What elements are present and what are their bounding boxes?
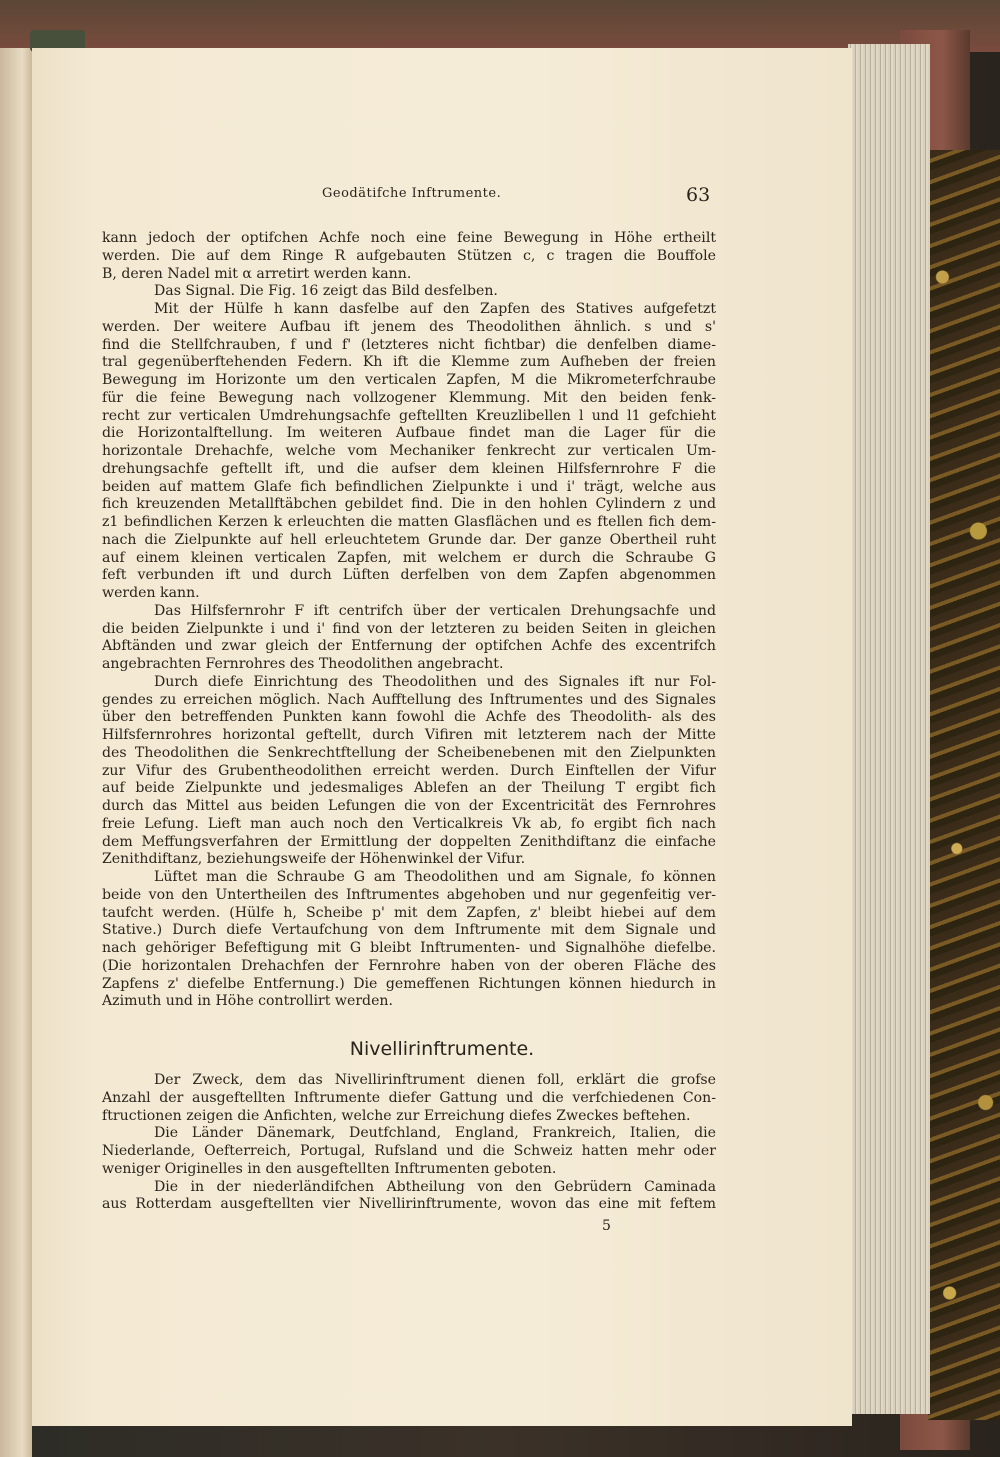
text-line: taufcht werden. (Hülfe h, Scheibe p' mit dem Zapfen, z' bleibt hiebei auf dem: [102, 904, 716, 921]
text-line: Durch diefe Einrichtung des Theodolithen und des Signales ift nur Fol-: [154, 673, 716, 690]
left-page-edge: [0, 48, 32, 1457]
text-line: Die Länder Dänemark, Deutfchland, England, Frankreich, Italien, die: [154, 1125, 716, 1142]
text-line: Stative.) Durch diefe Vertaufchung von dem Inftrumente mit dem Signale und: [102, 922, 716, 939]
text-line: durch das Mittel aus beiden Lefungen die von der Excentricität des Fernrohres: [102, 798, 716, 814]
text-line: Hilfsfernrohres horizontal geftellt, durch Vifiren mit letzterem nach der Mitte: [102, 727, 716, 743]
text-line: die Horizontalftellung. Im weiteren Aufbaue findet man die Lager für die: [102, 425, 716, 442]
text-line: über den betreffenden Punkten kann fowohl die Achfe des Theodolith- als des: [102, 709, 716, 726]
text-line: freie Lefung. Lieft man auch noch den Verticalkreis Vk ab, fo ergibt fich nach: [102, 815, 716, 832]
text-line: Zenithdiftanz, beziehungsweife der Höhenwinkel der Vifur.: [102, 851, 526, 868]
text-line: beiden auf mattem Glafe fich befindlichen Zielpunkte i und i' trägt, welche aus: [102, 478, 716, 495]
body-text-section-2: [102, 1072, 716, 1214]
text-line: Abftänden und zwar gleich der Entfernung der optifchen Achfe des excentrifch: [102, 638, 716, 655]
text-line: Lüftet man die Schraube G am Theodolithen und am Signale, fo können: [154, 869, 716, 885]
text-line: auf beide Zielpunkte und jedesmaliges Ablefen an der Theilung T ergibt fich: [102, 780, 716, 797]
text-line: Das Signal. Die Fig. 16 zeigt das Bild desfelben.: [154, 283, 498, 300]
text-line: Die in der niederländifchen Abtheilung von den Gebrüdern Caminada: [154, 1178, 716, 1195]
text-line: (Die horizontalen Drehachfen der Fernrohre haben von der oberen Fläche des: [102, 957, 716, 974]
section-heading: Nivellirinftrumente.: [349, 1038, 535, 1060]
text-line: auf einem kleinen verticalen Zapfen, mit welchem er durch die Schraube G: [102, 549, 716, 566]
text-line: nach die Zielpunkte auf hell erleuchtetem Grunde dar. Der ganze Obertheil ruht: [102, 531, 716, 548]
text-line: zur Vifur des Grubentheodolithen erreicht werden. Durch Einftellen der Vifur: [102, 762, 716, 779]
signature-mark: 5: [602, 1218, 611, 1234]
text-line: Azimuth und in Höhe controllirt werden.: [102, 993, 393, 1010]
text-line: werden. Die auf dem Ringe R aufgebauten Stützen c, c tragen die Bouffole: [102, 247, 716, 264]
page-edges: [848, 44, 930, 1414]
text-line: recht zur verticalen Umdrehungsachfe geftellten Kreuzlibellen l und l1 gefchieht: [102, 407, 716, 424]
text-line: ftructionen zeigen die Anfichten, welche zur Erreichung diefes Zweckes beftehen.: [102, 1107, 691, 1124]
text-line: kann jedoch der optifchen Achfe noch eine feine Bewegung in Höhe ertheilt: [102, 230, 716, 246]
text-line: nach gehöriger Befeftigung mit G bleibt Inftrumenten- und Signalhöhe diefelbe.: [102, 940, 716, 956]
text-line: Bewegung im Horizonte um den verticalen Zapfen, M die Mikrometerfchraube: [102, 372, 716, 388]
text-line: Das Hilfsfernrohr F ift centrifch über der verticalen Drehungsachfe und: [154, 602, 716, 619]
text-line: fich kreuzenden Metallftäbchen gebildet find. Die in den hohlen Cylindern z und: [102, 496, 716, 513]
marbled-edge: [928, 150, 1000, 1420]
text-line: angebrachten Fernrohres des Theodolithen angebracht.: [102, 656, 504, 672]
book-page: [32, 48, 852, 1426]
text-line: Niederlande, Oefterreich, Portugal, Rufsland und die Schweiz hatten mehr oder: [102, 1143, 716, 1159]
text-line: z1 befindlichen Kerzen k erleuchten die matten Glasflächen und es ftellen fich dem-: [102, 514, 716, 530]
text-line: Mit der Hülfe h kann dasfelbe auf den Zapfen des Statives aufgefetzt: [154, 301, 716, 317]
text-line: find die Stellfchrauben, f und f' (letzteres nicht fichtbar) die denfelben diame-: [102, 336, 716, 353]
text-line: für die feine Bewegung nach vollzogener Klemmung. Mit den beiden fenk-: [102, 389, 716, 406]
text-line: B, deren Nadel mit α arretirt werden kann.: [102, 265, 412, 282]
text-line: die beiden Zielpunkte i und i' find von der letzteren zu beiden Seiten in gleichen: [102, 620, 716, 637]
text-line: tral gegenüberftehenden Federn. Kh ift die Klemme zum Aufheben der freien: [102, 354, 716, 371]
text-line: des Theodolithen die Senkrechtftellung der Scheibenebenen mit den Zielpunkten: [102, 744, 716, 761]
text-line: gendes zu erreichen möglich. Nach Aufftellung des Inftrumentes und des Signales: [102, 691, 716, 708]
text-line: feft verbunden ift und durch Lüften derfelben von dem Zapfen abgenommen: [102, 567, 716, 584]
text-line: weniger Originelles in den ausgeftellten Inftrumenten geboten.: [102, 1160, 557, 1177]
text-line: beide von den Untertheilen des Inftrumentes abgehoben und nur gegenfeitig ver-: [102, 886, 716, 903]
text-line: aus Rotterdam ausgeftellten vier Nivellirinftrumente, wovon das eine mit feftem: [102, 1196, 716, 1213]
text-line: drehungsachfe geftellt ift, und die aufser dem kleinen Hilfsfernrohre F die: [102, 460, 716, 477]
text-line: Der Zweck, dem das Nivellirinftrument dienen foll, erklärt die grofse: [154, 1072, 716, 1088]
body-text-section-1: [102, 230, 716, 1011]
text-line: Anzahl der ausgeftellten Inftrumente diefer Gattung und die verfchiedenen Con-: [102, 1089, 716, 1106]
text-line: werden kann.: [102, 585, 200, 601]
text-line: werden. Der weitere Aufbau ift jenem des Theodolithen ähnlich. s und s': [102, 318, 716, 335]
running-title: Geodätifche Inftrumente.: [322, 186, 502, 201]
text-line: horizontale Drehachfe, welche vom Mechaniker fenkrecht zur verticalen Um-: [102, 443, 716, 459]
text-line: dem Meffungsverfahren der Ermittlung der doppelten Zenithdiftanz die einfache: [102, 833, 716, 850]
page-number: 63: [686, 184, 711, 206]
text-line: Zapfens z' diefelbe Entfernung.) Die gemeffenen Richtungen können hiedurch in: [102, 975, 716, 992]
